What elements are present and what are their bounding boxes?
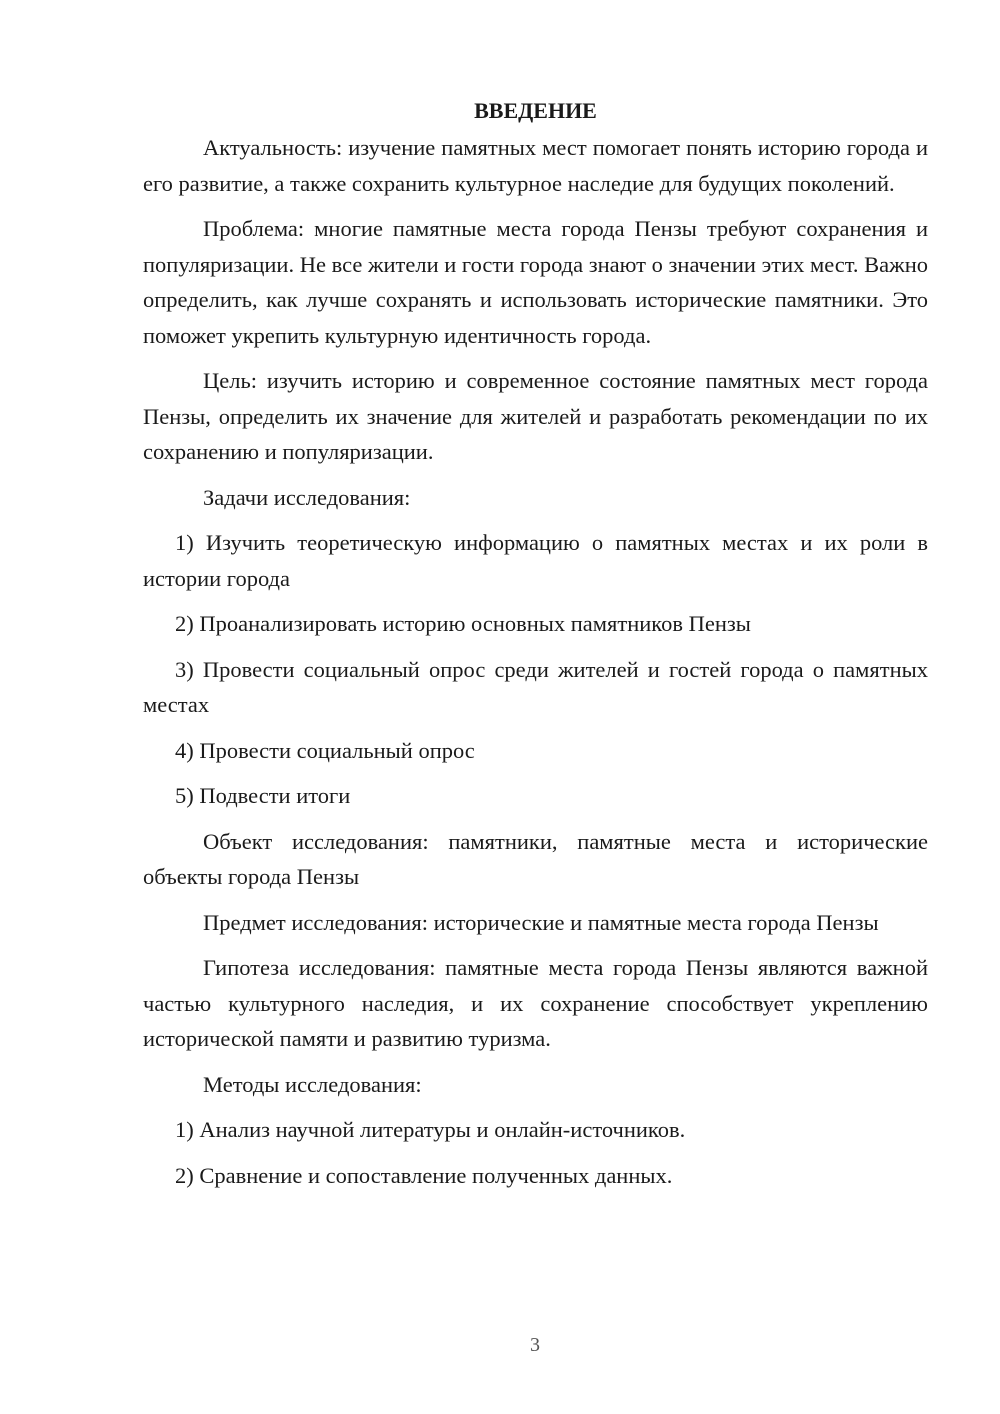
task-item-2: 2) Проанализировать историю основных памятников Пензы	[175, 611, 751, 636]
hypothesis-paragraph: Гипотеза исследования: памятные места города Пензы являются важной частью культурного наследия, и их сохранение способствует укреплению исторической памяти и развитию туризма.	[143, 955, 928, 1051]
page-title: ВВЕДЕНИЕ	[474, 98, 597, 123]
subject-paragraph: Предмет исследования: исторические и памятные места города Пензы	[203, 909, 879, 935]
tasks-heading: Задачи исследования:	[203, 484, 411, 510]
object-paragraph: Объект исследования: памятники, памятные места и исторические объекты города Пензы	[143, 828, 928, 889]
method-item-2: 2) Сравнение и сопоставление полученных данных.	[175, 1162, 673, 1188]
relevance-paragraph: Актуальность: изучение памятных мест помогает понять историю города и его развитие, а также сохранить культурное наследие для будущих поколений.	[143, 135, 928, 196]
goal-paragraph: Цель: изучить историю и современное состояние памятных мест города Пензы, определить их значение для жителей и разработать рекомендации по их сохранению и популяризации.	[143, 368, 928, 464]
task-item-3: 3) Провести социальный опрос среди жителей и гостей города о памятных местах	[143, 656, 928, 717]
page-number: 3	[530, 1334, 540, 1356]
task-item-1: 1) Изучить теоретическую информацию о памятных местах и их роли в истории города	[143, 530, 928, 591]
task-item-5: 5) Подвести итоги	[175, 783, 351, 808]
page-content	[143, 94, 928, 1203]
method-item-1: 1) Анализ научной литературы и онлайн-источников.	[175, 1117, 686, 1142]
task-item-4: 4) Провести социальный опрос	[175, 737, 475, 763]
problem-paragraph: Проблема: многие памятные места города Пензы требуют сохранения и популяризации. Не все жители и гости города знают о значении этих мест. Важно определить, как лучше сохранять и использовать исторические памятники. Это поможет укрепить культурную идентичность города.	[143, 216, 928, 348]
methods-heading: Методы исследования:	[203, 1071, 422, 1097]
